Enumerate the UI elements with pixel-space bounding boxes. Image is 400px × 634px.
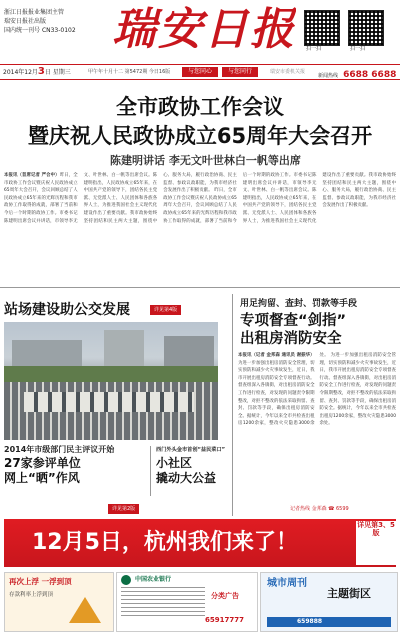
banner-side-note: 详见第3、5版 (356, 521, 396, 565)
fire-byline: 本报讯（记者 金邦森 通讯员 谢振华） (238, 353, 315, 358)
brief-headline: 网上“晒”作风 (4, 471, 80, 485)
lead-headline: 暨庆祝人民政协成立65周年大会召开 (27, 124, 373, 148)
ad-agri-bank[interactable] (116, 572, 258, 632)
ad-headline: 再次上浮 一浮到顶 (9, 577, 72, 586)
publisher-line: 国内统一刊号 CN33-0102 (4, 27, 76, 34)
ad-bank-name: 中国农业银行 (135, 576, 172, 583)
divider-vertical (232, 294, 233, 516)
masthead-left-info (4, 8, 84, 35)
divider (0, 287, 400, 288)
divider-vertical (150, 446, 151, 496)
ad-bank-rate[interactable] (4, 572, 114, 632)
dateline-bar (0, 64, 400, 80)
bus-station-photo (4, 322, 218, 440)
page-ref-badge[interactable]: 详见第2版 (108, 504, 139, 514)
hotline: 新闻热线 6688 6688 (318, 70, 397, 80)
bank-logo-icon (121, 575, 131, 585)
nav-link[interactable]: 与您同心 (182, 67, 218, 77)
newspaper-logo: 瑞安日报 (112, 4, 296, 55)
ad-phone: 65917777 (205, 616, 244, 624)
photo-story-headline: 站场建设助公交发展 (4, 302, 130, 318)
masthead (0, 0, 400, 64)
lead-story-body: 本报讯（首席记者 严合中）昨日，全市政协工作会议暨庆祝人民政协成立65周年大会召开，会议回顾总结了人民政协成立65年来的光辉历程和我市政协工作取得的成就，部署了当前和今后一个时期的政协工作。市委书记陈建明出席会议并讲话，市领导李无文、叶世林、白一帆等出席会议。陈建明指出，人民政协成立65年来，在中国共产党的领导下，团结各民主党派、无党派人士、人民团体和各族各界人士，为推进我国社会主义现代化建设作出了重要贡献。我市政协始终坚持团结和民主两大主题，围绕中心、服务大局，履行政治协商、民主监督、参政议政职能，为我市经济社会发展作出了积极贡献。 昨日，全市政协工作会议暨庆祝人民政协成立65周年大会召开，会议回顾总结了人民政协成立65年来的光辉历程和我市政协工作取得的成就，部署了当前和今后一个时期的政协工作。市委书记陈建明出席会议并讲话，市领导李无文、叶世林、白一帆等出席会议。陈建明指出，人民政协成立65年来，在中国共产党的领导下，团结各民主党派、无党派人士、人民团体和各族各界人士，为推进我国社会主义现代化建设作出了重要贡献。我市政协始终坚持团结和民主两大主题，围绕中心、服务大局，履行政治协商、民主监督、参政议政职能，为我市经济社会发展作出了积极贡献。 (4, 173, 396, 224)
issue-details: 甲午年十月十二 第5472期 今日16版 (88, 69, 171, 75)
banner-text: 12月5日，杭州我们来了！ (32, 530, 298, 555)
brief-headline: 小社区 (156, 456, 193, 470)
brief-item[interactable] (156, 444, 236, 500)
ad-city-weekly[interactable] (260, 572, 398, 632)
photo-buses (24, 392, 194, 412)
page-ref-badge[interactable]: 详见第4版 (150, 305, 181, 315)
ad-phone: 659888 (297, 618, 323, 625)
photo-buildings (164, 336, 214, 366)
lead-headline: 全市政协工作会议 (116, 95, 284, 119)
qr-caption: 扫一扫 (306, 46, 322, 52)
brief-headline: 27家参评单位 (4, 456, 81, 470)
issue-date: 2014年12月3日 星期三 (3, 66, 71, 77)
brief-item[interactable] (4, 444, 144, 500)
publisher-line: 浙江日报报业集团主管 (4, 9, 65, 16)
nav-link[interactable]: 与您同行 (222, 67, 258, 77)
ad-subline: 存款利率上浮到顶 (9, 592, 54, 598)
ad-classified-label: 分类广告 (211, 592, 239, 600)
ad-big-text: 主题街区 (327, 587, 371, 600)
lead-byline: 本报讯（首席记者 严合中） (4, 173, 60, 178)
fire-story-body: 本报讯（记者 金邦森 通讯员 谢振华）为进一步加强出租房消防安全管理，切实预防和减少火灾事故发生，近日，我市开展出租房消防安全专项督查行动。督查组深入各镇街，对出租房消防安全工作进行检查，对发现的问题责令限期整改，对拒不整改的依法采取拘留、查封、罚款等手段，确保出租房消防安全。据统计，今年以来全市共检查出租房1200余家，整改火灾隐患3000余处。 为进一步加强出租房消防安全管理，切实预防和减少火灾事故发生，近日，我市开展出租房消防安全专项督查行动。督查组深入各镇街，对出租房消防安全工作进行检查，对发现的问题责令限期整改，对拒不整改的依法采取拘留、查封、罚款等手段，确保出租房消防安全。据统计，今年以来全市共检查出租房1200余家，整改火灾隐患3000余处。 (238, 353, 396, 427)
ad-phone-bar (267, 617, 391, 627)
fire-contact: 记者热线 金邦森 ☎ 6599 (290, 506, 349, 512)
arrow-up-icon (69, 597, 101, 623)
qr-code-icon[interactable] (348, 10, 384, 46)
ad-title: 城市周刊 (267, 578, 307, 589)
brief-title: 2014年市级部门民主评议开始 (4, 445, 115, 454)
photo-buildings (104, 330, 144, 366)
promo-banner[interactable] (4, 519, 396, 567)
qr-code-icon[interactable] (304, 10, 340, 46)
fire-story-headline: 出租房消防安全 (240, 331, 342, 347)
dateline-right-text: 瑞安市委机关报 (270, 69, 306, 75)
fire-story-headline: 专项督查“剑指” (240, 313, 347, 329)
publisher-line: 瑞安日报社出版 (4, 18, 47, 25)
brief-title: 西门外头金市首创“益民菜口” (156, 447, 226, 453)
lead-subhead: 陈建明讲话 李无文叶世林白一帆等出席 (110, 154, 301, 167)
fire-story-kicker: 用足拘留、查封、罚款等手段 (240, 299, 358, 309)
qr-caption: 扫一扫 (350, 46, 366, 52)
ad-text-lines (121, 587, 205, 617)
photo-trees (4, 366, 218, 382)
brief-headline: 撬动大公益 (156, 471, 217, 485)
